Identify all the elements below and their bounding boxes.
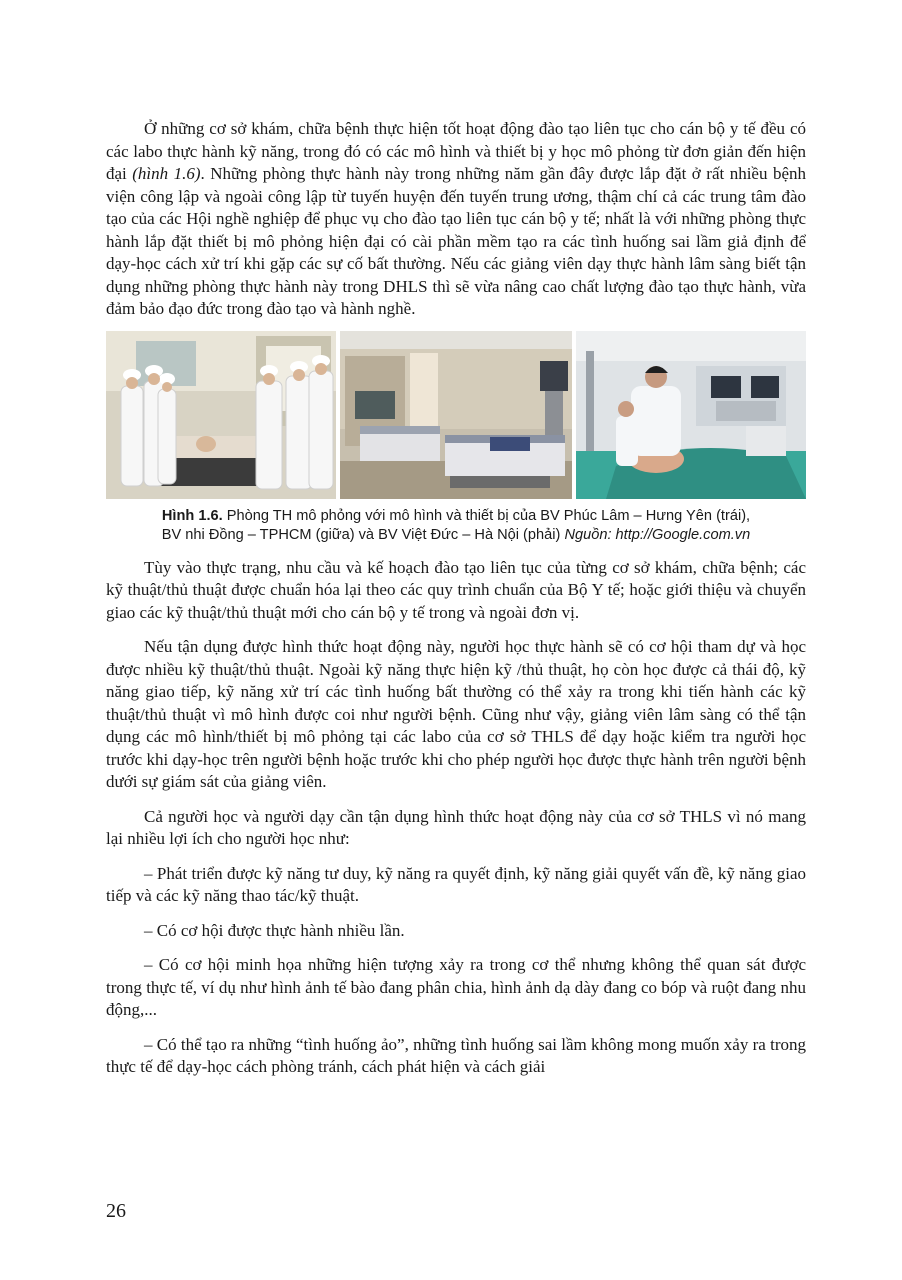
caption-line-1 — [106, 507, 806, 526]
caption-line-2 — [106, 526, 806, 545]
page-content — [106, 118, 806, 1079]
photo-left-training-room — [106, 331, 336, 499]
caption-text-2: BV nhi Đồng – TPHCM (giữa) và BV Việt Đức – Hà Nội (phải) — [161, 526, 565, 543]
figure-label: Hình 1.6. — [161, 507, 223, 524]
caption-source: Nguồn: http://Google.com.vn — [564, 526, 751, 543]
photo-right-simulation-lab — [576, 331, 806, 499]
bullet-4: – Có thể tạo ra những “tình huống ảo”, những tình huống sai lầm không mong muốn xảy ra trong thực tế để dạy-học cách phòng tránh, cách phát hiện và cách giải — [106, 1034, 806, 1076]
caption-text-1: Phòng TH mô phỏng với mô hình và thiết bị của BV Phúc Lâm – Hưng Yên (trái), — [222, 507, 751, 524]
photo-middle-hospital-ward — [340, 331, 572, 499]
paragraph-1-text-a: Ở những cơ sở khám, chữa bệnh thực hiện tốt hoạt động đào tạo liên tục cho cán bộ y tế đều có các labo thực hành kỹ năng, trong đó có các mô hình và thiết bị y học mô phỏng từ đơn giản đến hiện đại — [106, 119, 806, 183]
paragraph-3: Nếu tận dụng được hình thức hoạt động này, người học thực hành sẽ có cơ hội tham dự và học được nhiều kỹ thuật/thủ thuật. Ngoài kỹ năng thực hiện kỹ /thủ thuật, họ còn học được cả thái độ, kỹ năng giao tiếp, kỹ năng xử trí các tình huống bất thường có thể xảy ra trong khi tiến hành các kỹ thuật/thủ thuật vì mô hình được coi như người bệnh. Cũng như vậy, giảng viên lâm sàng có thể tận dụng các mô hình/thiết bị mô phỏng tại các labo của cơ sở THLS để dạy hoặc kiểm tra người học trước khi dạy-học trên người bệnh hoặc trước khi cho phép người học được thực hành trên người bệnh dưới sự giám sát của giảng viên. — [106, 637, 806, 791]
figure-1-6 — [106, 331, 806, 499]
figure-caption — [106, 507, 806, 545]
bullet-2: – Có cơ hội được thực hành nhiều lần. — [144, 920, 405, 940]
paragraph-4: Cả người học và người dạy cần tận dụng hình thức hoạt động này của cơ sở THLS vì nó mang lại nhiều lợi ích cho người học như: — [106, 806, 806, 848]
page-number: 26 — [106, 1200, 126, 1222]
bullet-1: – Phát triển được kỹ năng tư duy, kỹ năng ra quyết định, kỹ năng giải quyết vấn đề, kỹ năng giao tiếp và các kỹ năng thao tác/kỹ thuật. — [106, 863, 806, 905]
paragraph-1 — [106, 118, 806, 321]
paragraph-2: Tùy vào thực trạng, nhu cầu và kế hoạch đào tạo liên tục của từng cơ sở khám, chữa bệnh; các kỹ thuật/thủ thuật được chuẩn hóa lại theo các quy trình chuẩn của Bộ Y tế; hoặc giới thiệu và chuyển giao các kỹ thuật/thủ thuật mới cho cán bộ y tế trong và ngoài đơn vị. — [106, 557, 806, 622]
figure-reference: (hình 1.6) — [132, 164, 201, 183]
bullet-3: – Có cơ hội minh họa những hiện tượng xảy ra trong cơ thể nhưng không thể quan sát được trong thực tế, ví dụ như hình ảnh tế bào đang phân chia, hình ảnh dạ dày đang co bóp và ruột đang nhu động,... — [106, 955, 806, 1019]
paragraph-1-text-b: . Những phòng thực hành này trong những năm gần đây được lắp đặt ở rất nhiều bệnh viện công lập và ngoài công lập từ tuyến huyện đến tuyến trung ương, thậm chí cả các trung tâm đào tạo của các Hội nghề nghiệp để phục vụ cho đào tạo liên tục cán bộ y tế; nhất là với những phòng thực hành lắp đặt thiết bị mô phỏng hiện đại có cài phần mềm tạo ra các tình huống sai lầm giả định để dạy-học cách xử trí khi gặp các sự cố bất thường. Nếu các giảng viên dạy thực hành lâm sàng biết tận dụng những phòng thực hành này trong DHLS thì sẽ vừa nâng cao chất lượng đào tạo thực hành, vừa đảm bảo đạo đức trong đào tạo và hành nghề. — [106, 164, 806, 318]
